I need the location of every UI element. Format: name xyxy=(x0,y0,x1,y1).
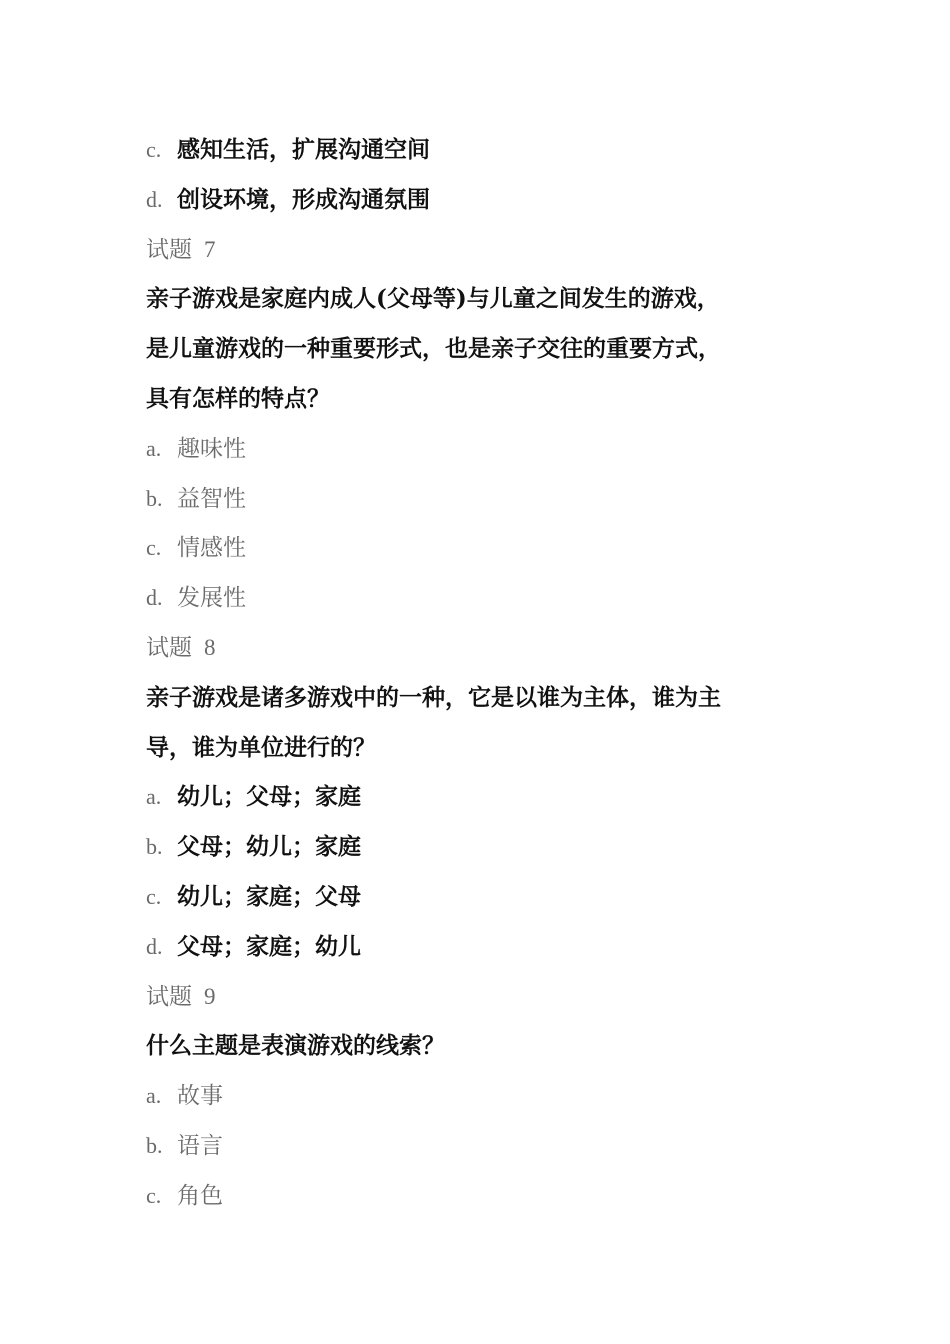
option-letter: d. xyxy=(146,585,163,611)
question-7-option-a xyxy=(146,424,806,474)
question-8-option-a xyxy=(146,772,806,822)
question-8-stem-line-2: 导，谁为单位进行的？ xyxy=(146,733,376,761)
question-7-option-b xyxy=(146,474,806,524)
option-letter: b. xyxy=(146,485,163,511)
option-letter: c. xyxy=(146,535,162,561)
option-letter: b. xyxy=(146,834,163,860)
quiz-document xyxy=(146,125,806,1221)
option-text: 语言 xyxy=(177,1132,223,1159)
question-8-header xyxy=(146,623,806,673)
question-7-option-c xyxy=(146,523,806,573)
question-9-stem-line-1: 什么主题是表演游戏的线索？ xyxy=(146,1032,445,1060)
option-letter: a. xyxy=(146,784,162,810)
option-text: 幼儿；父母；家庭 xyxy=(177,783,361,811)
question-number: 9 xyxy=(204,983,216,1009)
question-7-header xyxy=(146,225,806,275)
question-label: 试题 xyxy=(146,634,192,661)
question-8-option-b xyxy=(146,822,806,872)
option-text: 创设环境，形成沟通氛围 xyxy=(177,185,430,213)
question-label: 试题 xyxy=(146,236,192,263)
option-text: 情感性 xyxy=(177,535,246,562)
option-text: 故事 xyxy=(177,1083,223,1110)
option-c xyxy=(146,125,806,175)
option-d xyxy=(146,175,806,225)
option-text: 幼儿；家庭；父母 xyxy=(177,882,361,910)
question-number: 7 xyxy=(204,236,216,262)
question-8-option-d xyxy=(146,922,806,972)
option-text: 角色 xyxy=(177,1182,223,1209)
question-9-option-a xyxy=(146,1071,806,1121)
option-letter: a. xyxy=(146,435,162,461)
option-text: 父母；幼儿；家庭 xyxy=(177,833,361,861)
question-9-option-b xyxy=(146,1121,806,1171)
question-7-stem-line-2: 是儿童游戏的一种重要形式，也是亲子交往的重要方式， xyxy=(146,335,721,363)
question-8-stem-line-1: 亲子游戏是诸多游戏中的一种，它是以谁为主体，谁为主 xyxy=(146,683,721,711)
question-8-option-c xyxy=(146,872,806,922)
option-letter: c. xyxy=(146,1182,162,1208)
option-text: 益智性 xyxy=(177,485,246,512)
question-label: 试题 xyxy=(146,983,192,1010)
question-9-option-c xyxy=(146,1171,806,1221)
option-text: 趣味性 xyxy=(177,435,246,462)
question-9-header xyxy=(146,972,806,1022)
option-letter: c. xyxy=(146,137,162,162)
option-text: 父母；家庭；幼儿 xyxy=(177,932,361,960)
option-letter: b. xyxy=(146,1132,163,1158)
question-7-stem-line-1: 亲子游戏是家庭内成人(父母等)与儿童之间发生的游戏， xyxy=(146,285,720,313)
option-letter: d. xyxy=(146,933,163,959)
question-7-stem-line-3: 具有怎样的特点？ xyxy=(146,384,330,412)
option-text: 发展性 xyxy=(177,585,246,612)
question-7-option-d xyxy=(146,573,806,623)
question-number: 8 xyxy=(204,634,216,660)
option-text: 感知生活，扩展沟通空间 xyxy=(177,136,430,163)
option-letter: c. xyxy=(146,883,162,909)
option-letter: a. xyxy=(146,1083,162,1109)
option-letter: d. xyxy=(146,186,163,212)
